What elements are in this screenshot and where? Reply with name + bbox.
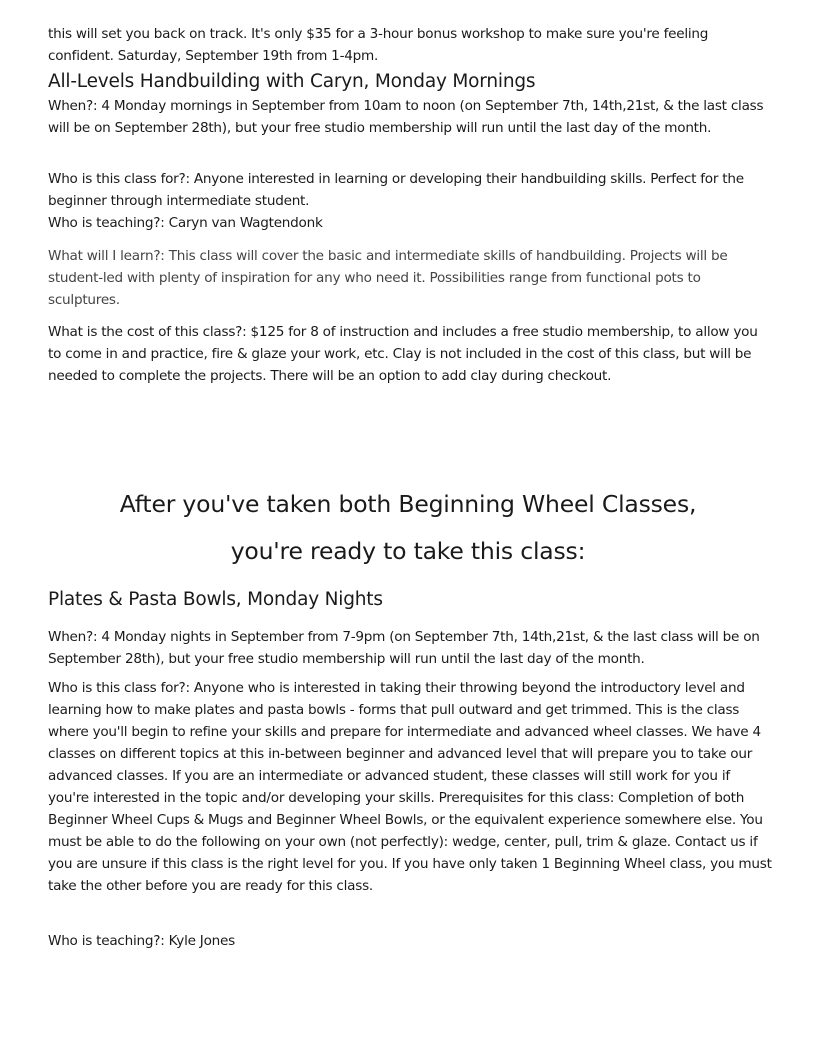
handbuilding-when: When?: 4 Monday mornings in September from 10am to noon (on September 7th, 14th,21st, & the last class will be on September 28th), but your free studio membership will run until the last day of the month. — [48, 98, 764, 136]
handbuilding-teacher: Who is teaching?: Caryn van Wagtendonk — [48, 215, 323, 231]
banner-line-2: you're ready to take this class: — [230, 537, 586, 565]
plates-who-for: Who is this class for?: Anyone who is interested in taking their throwing beyond the introductory level and learning how to make plates and pasta bowls - forms that pull outward and get trimmed. This is the class where you'll begin to refine your skills and prepare for intermediate and advanced wheel classes. We have 4 classes on different topics at this in-between beginner and advanced level that will prepare you to take our advanced classes. If you are an intermediate or advanced student, these classes will still work for you if you're interested in the topic and/or developing your skills. Prerequisites for this class: Completion of both Beginner Wheel Cups & Mugs and Beginner Wheel Bowls, or the equivalent experience somewhere else. You must be able to do the following on your own (not perfectly): wedge, center, pull, trim & glaze. Contact us if you are unsure if this class is the right level for you. If you have only taken 1 Beginning Wheel class, you must take the other before you are ready for this class. — [48, 680, 772, 894]
plates-when: When?: 4 Monday nights in September from 7-9pm (on September 7th, 14th,21st, & the last class will be on September 28th), but your free studio membership will run until the last day of the month. — [48, 629, 760, 667]
plates-teacher: Who is teaching?: Kyle Jones — [48, 933, 235, 949]
handbuilding-class-title: All-Levels Handbuilding with Caryn, Monday Mornings — [48, 71, 536, 92]
banner-line-1: After you've taken both Beginning Wheel Classes, — [119, 490, 697, 518]
intro-paragraph: this will set you back on track. It's only $35 for a 3-hour bonus workshop to make sure you're feeling confident. Saturday, September 19th from 1-4pm. — [48, 26, 709, 64]
plates-class-title: Plates & Pasta Bowls, Monday Nights — [48, 589, 383, 610]
handbuilding-who-for: Who is this class for?: Anyone interested in learning or developing their handbuilding skills. Perfect for the beginner through intermediate student. — [48, 171, 744, 209]
handbuilding-cost: What is the cost of this class?: $125 for 8 of instruction and includes a free studio membership, to allow you to come in and practice, fire & glaze your work, etc. Clay is not included in the cost of this class, but will be needed to complete the projects. There will be an option to add clay during checkout. — [48, 324, 758, 384]
handbuilding-learn: What will I learn?: This class will cover the basic and intermediate skills of handbuilding. Projects will be student-led with plenty of inspiration for any who need it. Possibilities range from functional pots to sculptures. — [48, 248, 728, 308]
